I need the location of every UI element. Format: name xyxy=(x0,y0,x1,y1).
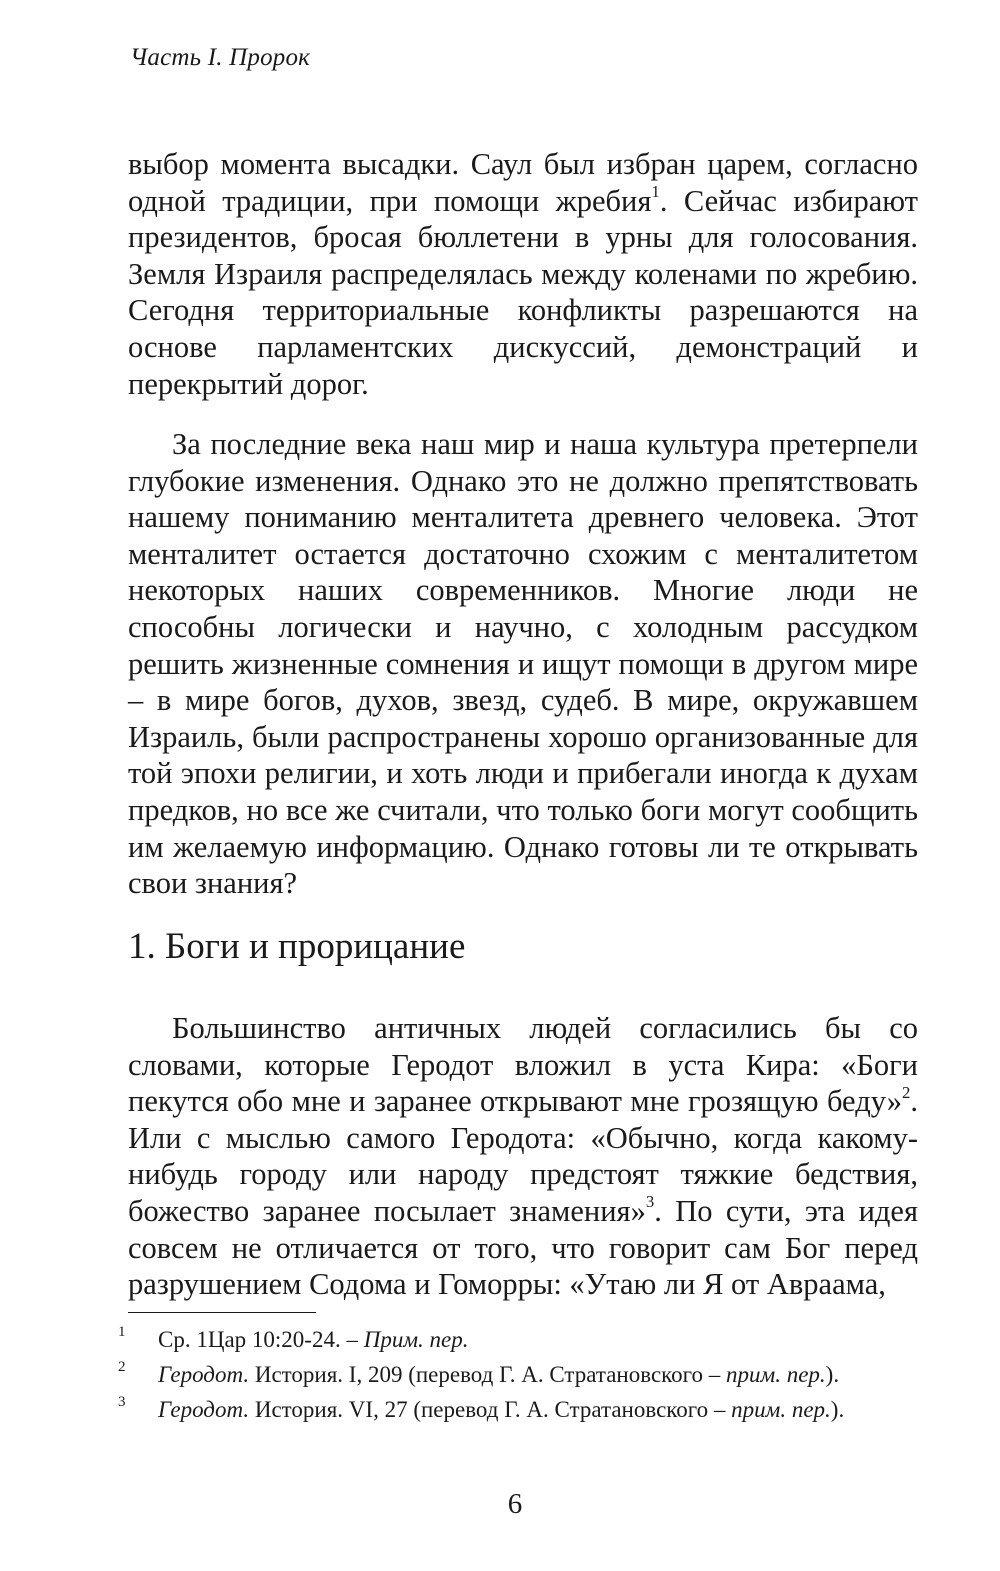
footnote-ref[interactable]: 1 xyxy=(651,181,660,201)
section-heading: 1. Боги и прорицание xyxy=(128,926,466,967)
paragraph: За последние века наш мир и наша культура претерпели глубокие изменения. Однако это не должно препятствовать нашему пониманию менталитета древнего человека. Этот менталитет остается достаточно схожим с менталитетом некоторых наших современников. Многие люди не способны логически и научно, с холодным рассудком решить жизненные сомнения и ищут помощи в другом мире – в мире богов, духов, звезд, судеб. В мире, окружавшем Израиль, были распространены хорошо организованные для той эпохи религии, и хоть люди и прибегали иногда к духам предков, но все же считали, что только боги могут сообщить им желаемую информацию. Однако готовы ли те открывать свои знания? xyxy=(128,427,918,901)
paragraph: выбор момента высадки. Саул был избран царем, согласно одной традиции, при помощи жребия$^1$. Сейчас избирают президентов, бросая бюллетени в урны для голосования. Земля Израиля распределялась между коленами по жребию. Сегодня территориальные конфликты разрешаются на основе парламентских дискуссий, демонстраций и перекрытий дорог. xyxy=(128,147,919,401)
footnote: 1 Ср. 1Цар 10:20-24. – Прим. пер. xyxy=(118,1324,469,1352)
footnote-ref[interactable]: 3 xyxy=(645,1192,655,1212)
footnote-separator xyxy=(128,1312,316,1313)
paragraph: Большинство античных людей согласились бы со словами, которые Геродот вложил в уста Кира: «Боги пекутся обо мне и заранее открывают мне грозящую беду»$^2$. Или с мыслью самого Геродота: «Обычно, когда какому-нибудь городу или народу предстоят тяжкие бедствия, божество заранее посылает знамения»$^3$. По сути, эта идея совсем не отличается от того, что говорит сам Бог перед разрушением Содома и Гоморры: «Утаю ли Я от Авраама, xyxy=(128,1011,918,1302)
footnotes xyxy=(118,1322,938,1427)
footnote-ref[interactable]: 2 xyxy=(901,1082,911,1102)
footnote: 3 Геродот. История. VI, 27 (перевод Г. А. Стратановского – прим. пер.). xyxy=(118,1394,845,1422)
running-head: Часть I. Пророк xyxy=(130,44,311,71)
page-number: 6 xyxy=(507,1488,523,1520)
footnote: 2 Геродот. История. I, 209 (перевод Г. А. Стратановского – прим. пер.). xyxy=(118,1359,840,1387)
